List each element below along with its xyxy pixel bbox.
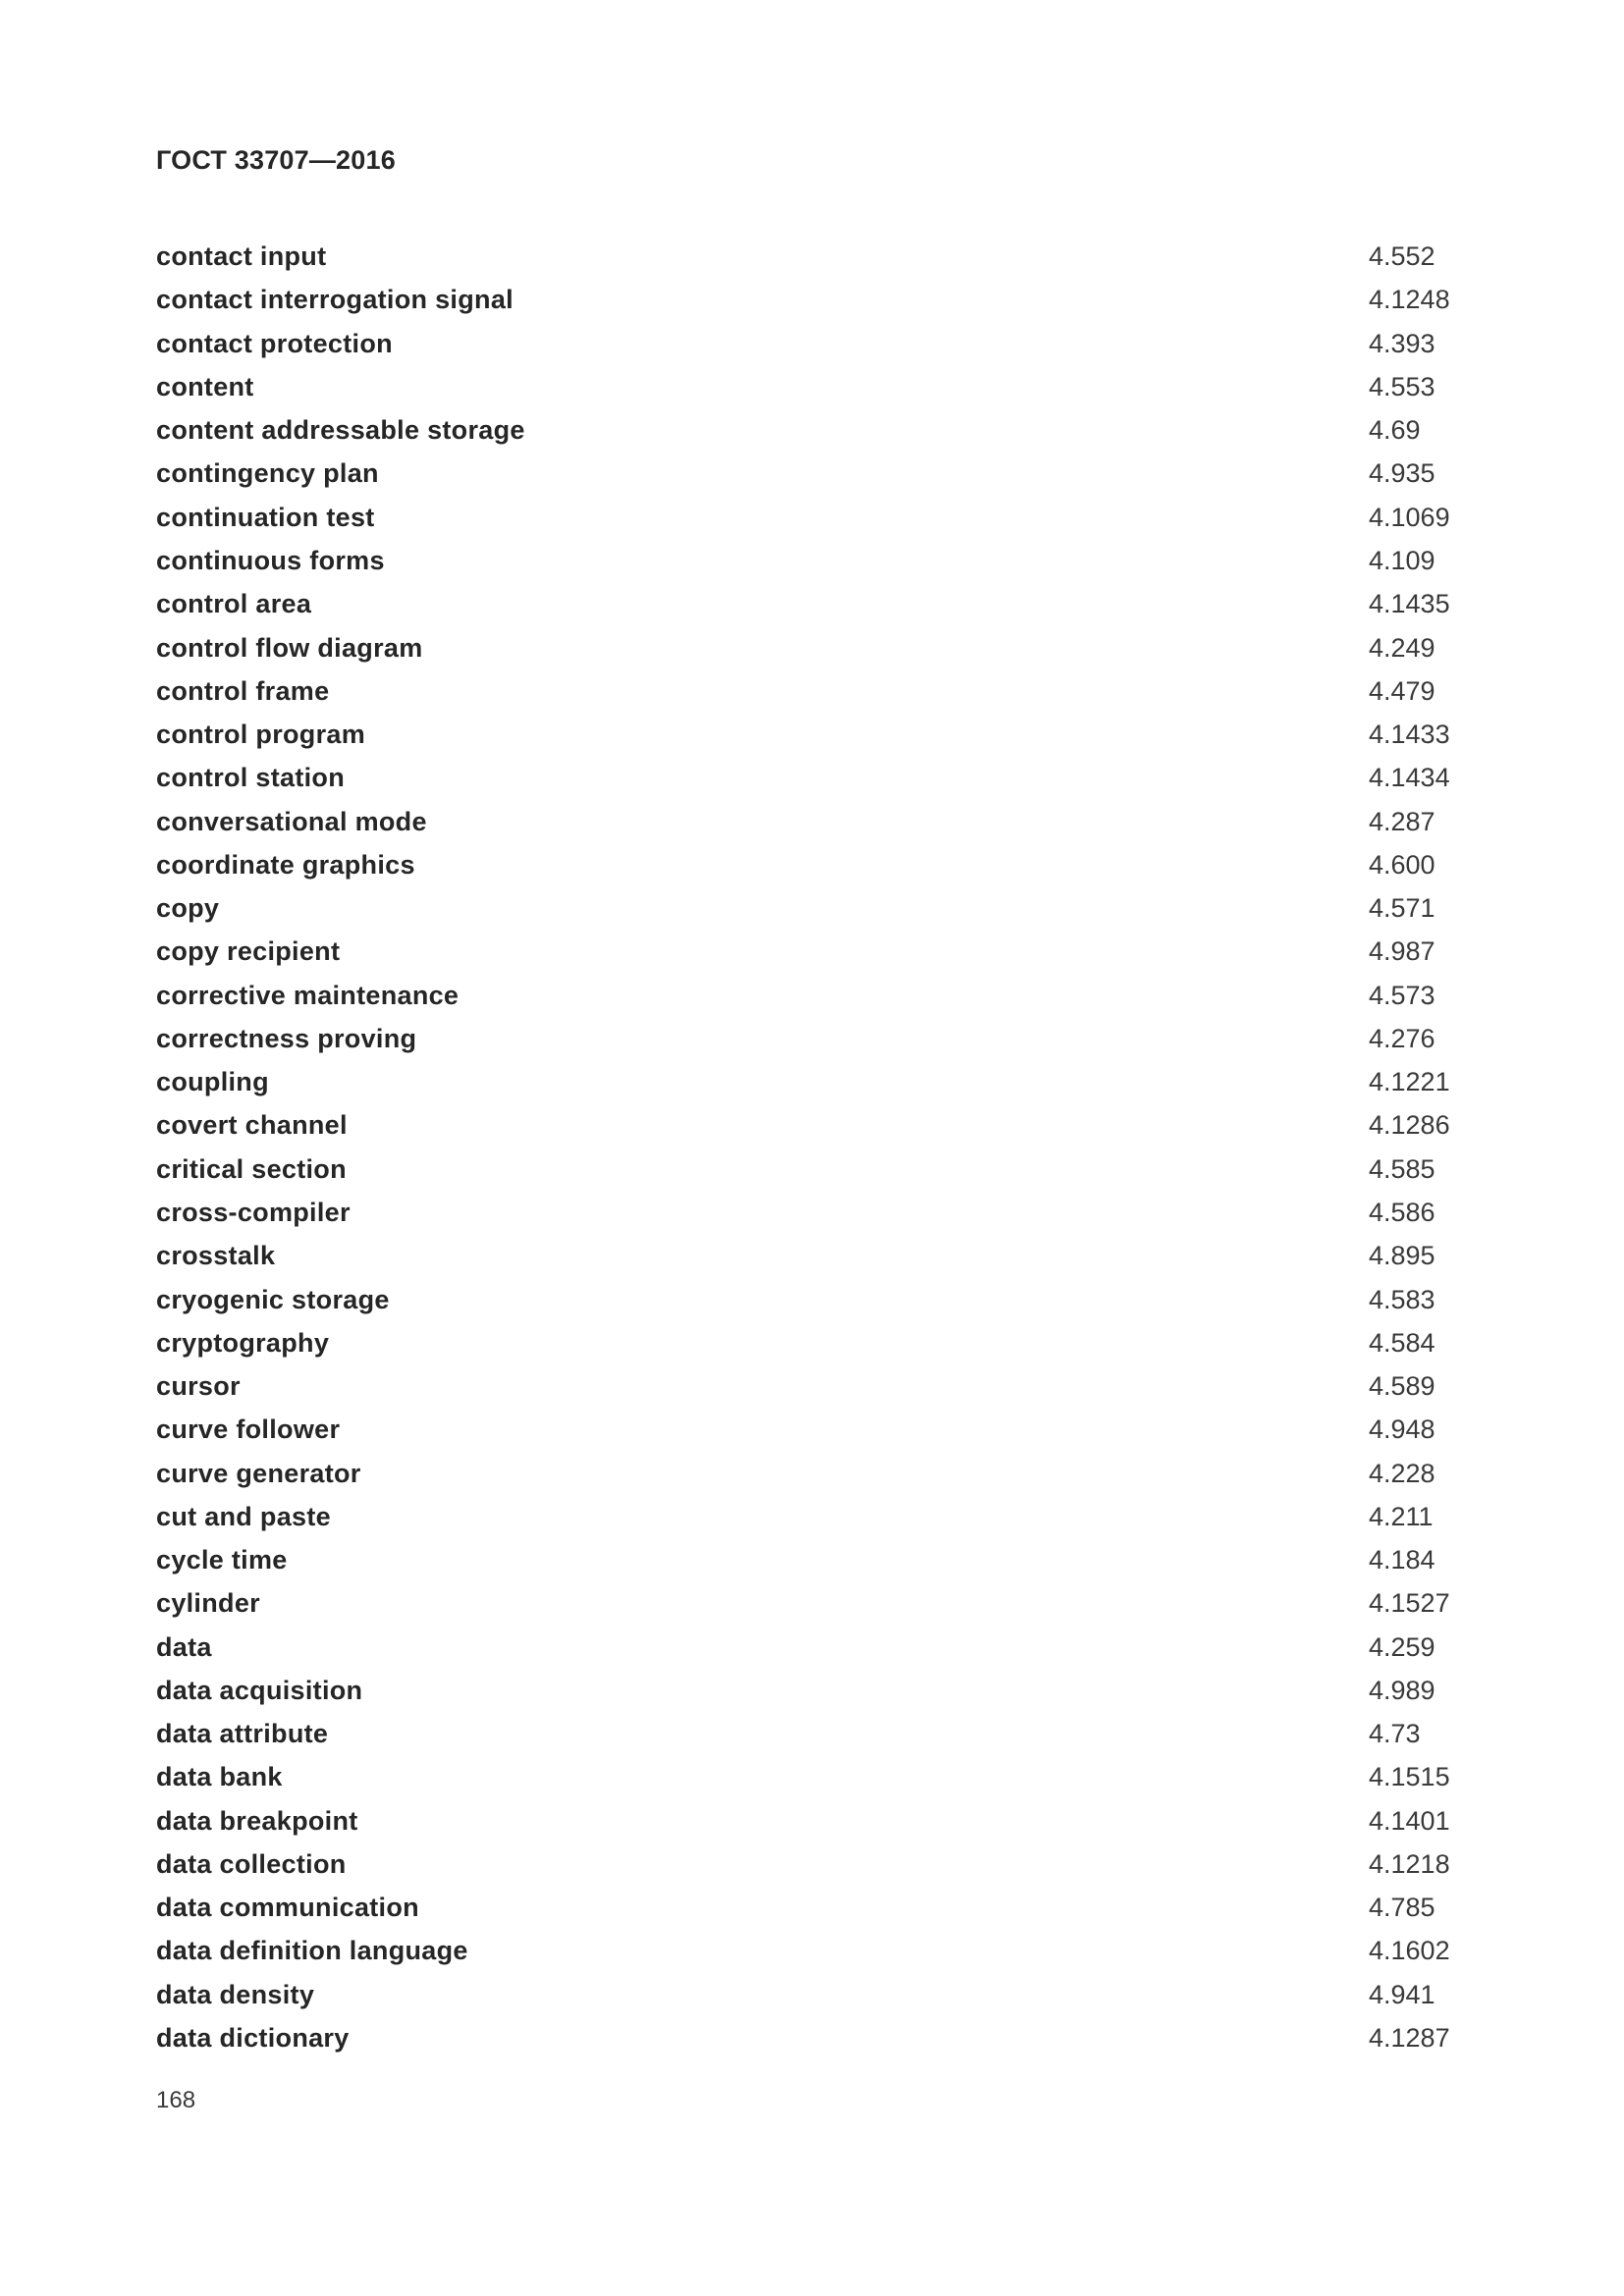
index-ref-number: 4.585 xyxy=(1369,1153,1435,1184)
index-term: data breakpoint xyxy=(156,1805,358,1836)
index-ref-number: 4.583 xyxy=(1369,1284,1435,1314)
index-entry xyxy=(156,1321,1477,1364)
index-ref-number: 4.184 xyxy=(1369,1545,1435,1575)
index-term: data density xyxy=(156,1979,315,2009)
index-ref-number: 4.941 xyxy=(1369,1979,1435,2009)
index-term: control station xyxy=(156,763,345,793)
index-ref-number: 4.479 xyxy=(1369,675,1435,706)
index-ref-number: 4.584 xyxy=(1369,1327,1435,1358)
index-term: cursor xyxy=(156,1371,241,1402)
index-term: cylinder xyxy=(156,1588,260,1619)
index-ref-number: 4.948 xyxy=(1369,1415,1435,1445)
index-term: copy xyxy=(156,893,220,924)
page-number: 168 xyxy=(156,2087,196,2113)
index-term: correctness proving xyxy=(156,1023,417,1053)
index-ref-number: 4.1069 xyxy=(1369,502,1450,532)
index-term: corrective maintenance xyxy=(156,980,460,1010)
index-entry xyxy=(156,1626,1477,1669)
index-term: coupling xyxy=(156,1067,269,1097)
index-entry xyxy=(156,1581,1477,1625)
index-term: continuation test xyxy=(156,502,375,532)
index-term: control frame xyxy=(156,675,330,706)
index-entry xyxy=(156,408,1477,452)
index-entry xyxy=(156,1538,1477,1581)
index-entry xyxy=(156,365,1477,408)
index-entry xyxy=(156,886,1477,930)
index-term: control program xyxy=(156,720,366,750)
index-entry xyxy=(156,539,1477,582)
index-entry xyxy=(156,1886,1477,1929)
index-ref-number: 4.1527 xyxy=(1369,1588,1450,1619)
index-entry xyxy=(156,1364,1477,1408)
index-ref-number: 4.228 xyxy=(1369,1458,1435,1488)
index-entry xyxy=(156,974,1477,1017)
index-ref-number: 4.1401 xyxy=(1369,1805,1450,1836)
index-entry xyxy=(156,496,1477,539)
index-entry xyxy=(156,930,1477,973)
index-entry xyxy=(156,843,1477,886)
index-ref-number: 4.1218 xyxy=(1369,1848,1450,1879)
index-term: critical section xyxy=(156,1153,347,1184)
index-ref-number: 4.1221 xyxy=(1369,1067,1450,1097)
index-ref-number: 4.211 xyxy=(1369,1501,1434,1531)
index-term: control area xyxy=(156,589,312,619)
index-entry xyxy=(156,1712,1477,1755)
index-term: control flow diagram xyxy=(156,632,423,663)
index-entry xyxy=(156,1755,1477,1798)
term-index-list xyxy=(156,235,1477,2059)
index-term: crosstalk xyxy=(156,1241,276,1271)
index-term: curve follower xyxy=(156,1415,341,1445)
index-term: data dictionary xyxy=(156,2023,350,2054)
index-entry xyxy=(156,669,1477,713)
index-ref-number: 4.287 xyxy=(1369,806,1435,836)
index-entry xyxy=(156,1408,1477,1451)
index-entry xyxy=(156,625,1477,668)
index-term: content addressable storage xyxy=(156,415,525,446)
index-term: cycle time xyxy=(156,1545,288,1575)
index-entry xyxy=(156,1017,1477,1060)
index-ref-number: 4.586 xyxy=(1369,1197,1435,1227)
index-entry xyxy=(156,1277,1477,1320)
index-ref-number: 4.600 xyxy=(1369,849,1435,880)
index-ref-number: 4.552 xyxy=(1369,241,1435,272)
index-ref-number: 4.1286 xyxy=(1369,1110,1450,1141)
index-ref-number: 4.573 xyxy=(1369,980,1435,1010)
index-term: contact input xyxy=(156,241,327,272)
index-ref-number: 4.1515 xyxy=(1369,1762,1450,1792)
index-term: data xyxy=(156,1631,212,1662)
index-entry xyxy=(156,1103,1477,1147)
index-entry xyxy=(156,1234,1477,1277)
index-term: cross-compiler xyxy=(156,1197,351,1227)
index-ref-number: 4.249 xyxy=(1369,632,1435,663)
index-entry xyxy=(156,1148,1477,1191)
index-ref-number: 4.1433 xyxy=(1369,720,1450,750)
index-term: cut and paste xyxy=(156,1501,331,1531)
index-entry xyxy=(156,1060,1477,1103)
index-entry xyxy=(156,235,1477,278)
index-term: data attribute xyxy=(156,1719,329,1749)
index-entry xyxy=(156,322,1477,365)
index-ref-number: 4.785 xyxy=(1369,1893,1435,1923)
index-term: covert channel xyxy=(156,1110,348,1141)
index-entry xyxy=(156,278,1477,321)
index-entry xyxy=(156,1669,1477,1712)
index-term: data definition language xyxy=(156,1936,468,1966)
index-entry xyxy=(156,1451,1477,1494)
index-term: contingency plan xyxy=(156,458,379,489)
index-entry xyxy=(156,799,1477,842)
index-term: coordinate graphics xyxy=(156,849,415,880)
index-ref-number: 4.989 xyxy=(1369,1675,1435,1705)
index-entry xyxy=(156,756,1477,799)
index-ref-number: 4.1434 xyxy=(1369,763,1450,793)
index-term: curve generator xyxy=(156,1458,361,1488)
index-term: cryogenic storage xyxy=(156,1284,390,1314)
index-ref-number: 4.69 xyxy=(1369,415,1421,446)
index-ref-number: 4.571 xyxy=(1369,893,1435,924)
index-term: conversational mode xyxy=(156,806,427,836)
index-entry xyxy=(156,1842,1477,1886)
index-ref-number: 4.895 xyxy=(1369,1241,1435,1271)
index-entry xyxy=(156,713,1477,756)
index-entry xyxy=(156,452,1477,495)
page-header-standard: ГОСТ 33707—2016 xyxy=(156,145,396,175)
index-term: contact interrogation signal xyxy=(156,285,514,315)
index-entry xyxy=(156,1191,1477,1234)
index-term: contact protection xyxy=(156,328,393,358)
index-term: data communication xyxy=(156,1893,419,1923)
index-ref-number: 4.935 xyxy=(1369,458,1435,489)
index-ref-number: 4.276 xyxy=(1369,1023,1435,1053)
index-term: content xyxy=(156,371,254,401)
index-term: data collection xyxy=(156,1848,347,1879)
index-term: data acquisition xyxy=(156,1675,363,1705)
index-entry xyxy=(156,1929,1477,1972)
index-term: data bank xyxy=(156,1762,283,1792)
index-ref-number: 4.589 xyxy=(1369,1371,1435,1402)
index-ref-number: 4.553 xyxy=(1369,371,1435,401)
index-ref-number: 4.393 xyxy=(1369,328,1435,358)
index-ref-number: 4.1435 xyxy=(1369,589,1450,619)
index-term: copy recipient xyxy=(156,936,341,967)
index-entry xyxy=(156,2016,1477,2059)
index-ref-number: 4.987 xyxy=(1369,936,1435,967)
index-entry xyxy=(156,1973,1477,2016)
index-term: continuous forms xyxy=(156,545,385,575)
index-ref-number: 4.259 xyxy=(1369,1631,1435,1662)
index-entry xyxy=(156,1799,1477,1842)
index-ref-number: 4.1602 xyxy=(1369,1936,1450,1966)
index-entry xyxy=(156,1495,1477,1538)
index-entry xyxy=(156,582,1477,625)
index-ref-number: 4.1248 xyxy=(1369,285,1450,315)
index-ref-number: 4.109 xyxy=(1369,545,1435,575)
index-ref-number: 4.73 xyxy=(1369,1719,1421,1749)
index-term: cryptography xyxy=(156,1327,330,1358)
index-ref-number: 4.1287 xyxy=(1369,2023,1450,2054)
